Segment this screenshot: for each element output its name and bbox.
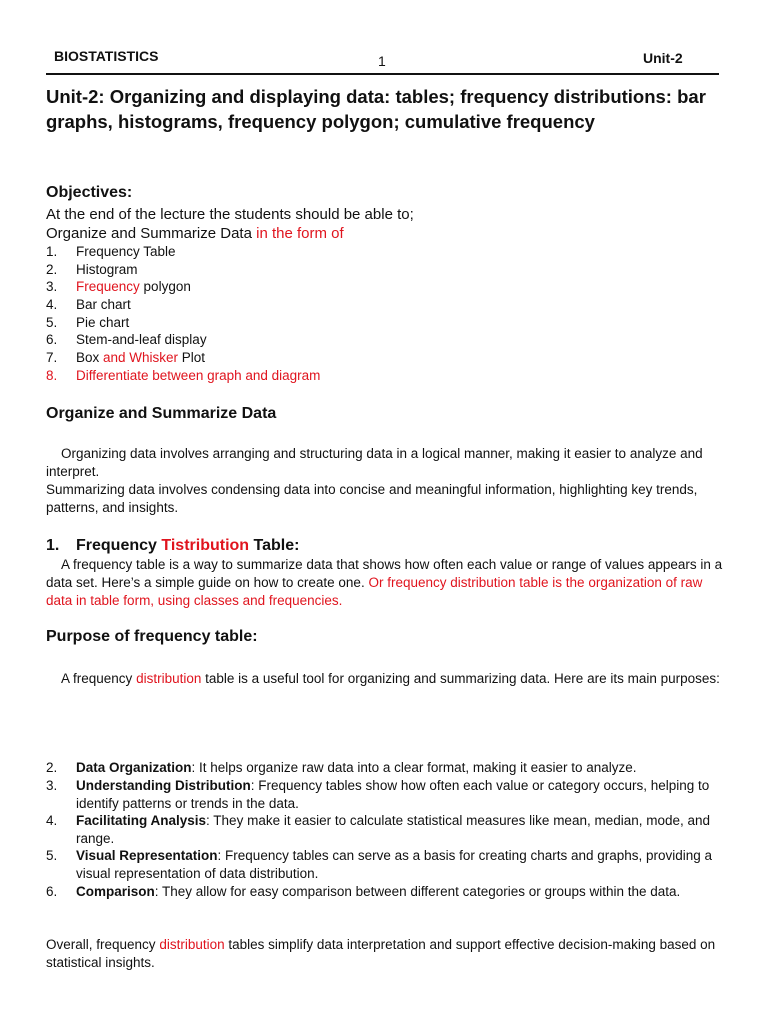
objectives-line2 xyxy=(46,225,344,242)
header-unit: Unit-2 xyxy=(643,50,683,66)
item-text-red: Differentiate between graph and diagram xyxy=(76,368,321,383)
item-text: Pie chart xyxy=(76,315,130,330)
intro-text: table is a useful tool for organizing and summarizing data. Here are its main purposes: xyxy=(201,671,720,686)
item-term: Understanding Distribution xyxy=(76,778,251,793)
item-text: Histogram xyxy=(76,262,138,277)
objective-item xyxy=(46,243,176,261)
organize-paragraph-2: Summarizing data involves condensing data into concise and meaningful information, highlighting key trends, patterns, and insights. xyxy=(46,482,698,515)
header-page-number: 1 xyxy=(378,53,386,69)
item-number: 6. xyxy=(46,332,58,347)
paragraph-text: A frequency table is a way to summarize data that shows how often each value or range of values appears in a data set. Here’s a simple guide on how to create one. xyxy=(46,557,723,590)
item-number: 3. xyxy=(46,778,58,793)
item-text-red: and Whisker xyxy=(103,350,179,365)
purpose-item xyxy=(46,812,726,848)
objective-item xyxy=(46,331,207,349)
item-text-red: Frequency xyxy=(76,279,140,294)
objectives-line2-text: Organize and Summarize Data xyxy=(46,225,257,242)
page-title: Unit-2: Organizing and displaying data: tables; frequency distributions: bar graphs, histograms, frequency polygon; cumulative frequency xyxy=(46,86,706,132)
purpose-item xyxy=(46,777,726,813)
frequency-table-heading xyxy=(46,537,299,555)
organize-paragraph-1 xyxy=(46,445,726,481)
item-text: : Frequency tables show how often each value or category occurs, helping to identify patterns or trends in the data. xyxy=(76,778,710,811)
intro-text-red: distribution xyxy=(136,671,202,686)
conclusion-text: tables simplify data interpretation and support effective decision-making based on statistical insights. xyxy=(46,937,716,970)
heading-text-red: Tistribution xyxy=(161,537,250,554)
objective-item xyxy=(46,278,191,296)
item-number: 6. xyxy=(46,884,58,899)
item-term: Comparison xyxy=(76,884,155,899)
header-divider xyxy=(46,73,719,75)
purpose-intro xyxy=(46,670,726,688)
purpose-conclusion xyxy=(46,936,726,972)
conclusion-text-red: distribution xyxy=(159,937,225,952)
item-number: 5. xyxy=(46,315,58,330)
item-text: Bar chart xyxy=(76,297,131,312)
item-text: polygon xyxy=(139,279,191,294)
item-term: Visual Representation xyxy=(76,848,218,863)
objective-item xyxy=(46,261,138,279)
objective-item xyxy=(46,314,129,332)
organize-p1-text: Organizing data involves arranging and structuring data in a logical manner, making it easier to analyze and interpret. xyxy=(46,446,703,479)
frequency-table-paragraph xyxy=(46,556,726,610)
item-text: Stem-and-leaf display xyxy=(76,332,207,347)
item-text: Plot xyxy=(178,350,206,365)
organize-heading: Organize and Summarize Data xyxy=(46,405,277,422)
item-text: : They allow for easy comparison between different categories or groups within the data. xyxy=(154,884,681,899)
header-subject: BIOSTATISTICS xyxy=(54,48,159,64)
item-number: 4. xyxy=(46,297,58,312)
purpose-item xyxy=(46,759,726,777)
item-number: 7. xyxy=(46,350,58,365)
item-number: 5. xyxy=(46,848,58,863)
item-number: 8. xyxy=(46,368,58,383)
objectives-line2-red: in the form of xyxy=(256,225,344,242)
item-number: 2. xyxy=(46,760,58,775)
item-text: Box xyxy=(76,350,104,365)
item-number: 1. xyxy=(46,244,58,259)
purpose-item xyxy=(46,847,726,883)
item-text: : Frequency tables can serve as a basis for creating charts and graphs, providing a visual representation of data distribution. xyxy=(76,848,713,881)
objectives-intro: At the end of the lecture the students should be able to; xyxy=(46,206,414,223)
item-text: Frequency Table xyxy=(76,244,176,259)
objective-item xyxy=(46,349,205,367)
purpose-item xyxy=(46,883,726,901)
item-number: 4. xyxy=(46,813,58,828)
item-term: Data Organization xyxy=(76,760,192,775)
objective-item xyxy=(46,367,320,385)
item-text: : It helps organize raw data into a clear format, making it easier to analyze. xyxy=(191,760,637,775)
heading-text: Frequency xyxy=(76,537,162,554)
item-term: Facilitating Analysis xyxy=(76,813,207,828)
objectives-heading: Objectives: xyxy=(46,184,133,201)
purpose-heading: Purpose of frequency table: xyxy=(46,628,258,645)
item-text: : They make it easier to calculate statistical measures like mean, median, mode, and range. xyxy=(76,813,711,846)
heading-text: Table: xyxy=(249,537,300,554)
item-number: 2. xyxy=(46,262,58,277)
objective-item xyxy=(46,296,131,314)
heading-number: 1. xyxy=(46,537,60,554)
paragraph-text-red: Or frequency distribution table is the organization of raw data in table form, using classes and frequencies. xyxy=(46,575,703,608)
conclusion-text: Overall, frequency xyxy=(46,937,160,952)
item-number: 3. xyxy=(46,279,58,294)
intro-text: A frequency xyxy=(61,671,137,686)
